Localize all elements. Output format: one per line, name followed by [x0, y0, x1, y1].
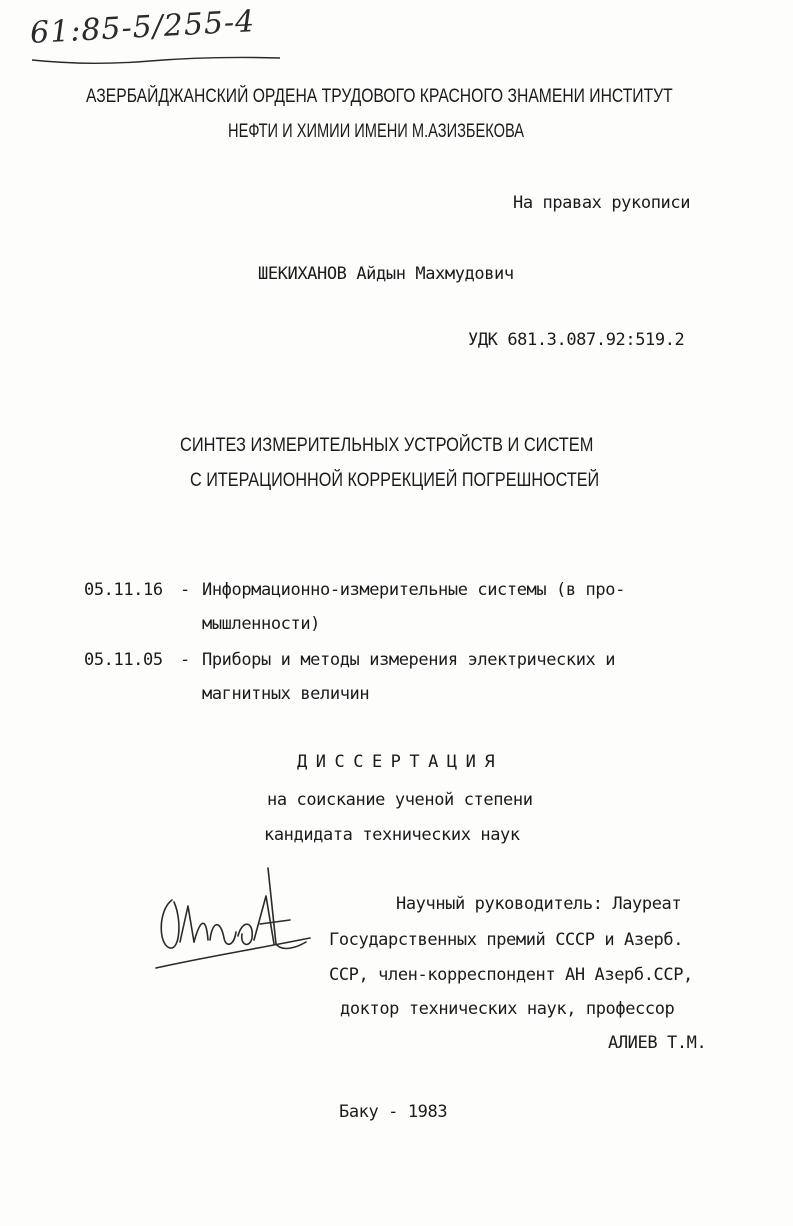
- place-year: Баку - 1983: [339, 1102, 448, 1122]
- supervisor-signature: [150, 860, 320, 980]
- dissertation-heading: ДИССЕРТАЦИЯ: [297, 752, 504, 772]
- title-line-1: СИНТЕЗ ИЗМЕРИТЕЛЬНЫХ УСТРОЙСТВ И СИСТЕМ: [180, 435, 594, 456]
- supervisor-line-3: ССР, член-корреспондент АН Азерб.ССР,: [329, 965, 693, 985]
- archive-mark-underline: [30, 52, 290, 72]
- specialty-code-2: 05.11.05: [84, 650, 163, 670]
- specialty-dash-1: -: [180, 580, 190, 600]
- specialty-dash-2: -: [180, 650, 190, 670]
- title-line-2: С ИТЕРАЦИОННОЙ КОРРЕКЦИЕЙ ПОГРЕШНОСТЕЙ: [190, 470, 600, 491]
- archive-mark: 61:85-5/255-4: [29, 4, 257, 51]
- author-name: ШЕКИХАНОВ Айдын Махмудович: [258, 264, 514, 284]
- specialty-desc-1-line-2: мышленности): [202, 614, 321, 634]
- specialty-desc-2-line-1: Приборы и методы измерения электрических и: [202, 650, 616, 670]
- supervisor-line-2: Государственных премий СССР и Азерб.: [329, 930, 684, 950]
- supervisor-line-4: доктор технических наук, профессор: [340, 999, 675, 1019]
- specialty-code-1: 05.11.16: [84, 580, 163, 600]
- udc-code: УДК 681.3.087.92:519.2: [468, 330, 685, 350]
- dissertation-degree-line-2: кандидата технических наук: [264, 825, 520, 845]
- specialty-desc-1-line-1: Информационно-измерительные системы (в про-: [202, 580, 625, 600]
- specialty-desc-2-line-2: магнитных величин: [202, 684, 370, 704]
- institute-line-2: НЕФТИ И ХИМИИ ИМЕНИ М.АЗИЗБЕКОВА: [228, 121, 525, 142]
- dissertation-degree-line-1: на соискание ученой степени: [267, 790, 533, 810]
- supervisor-name: АЛИЕВ Т.М.: [608, 1033, 707, 1053]
- institute-line-1: АЗЕРБАЙДЖАНСКИЙ ОРДЕНА ТРУДОВОГО КРАСНОГО ЗНАМЕНИ ИНСТИТУТ: [86, 86, 673, 107]
- rights-note: На правах рукописи: [513, 193, 691, 213]
- supervisor-line-1: Научный руководитель: Лауреат: [396, 894, 682, 914]
